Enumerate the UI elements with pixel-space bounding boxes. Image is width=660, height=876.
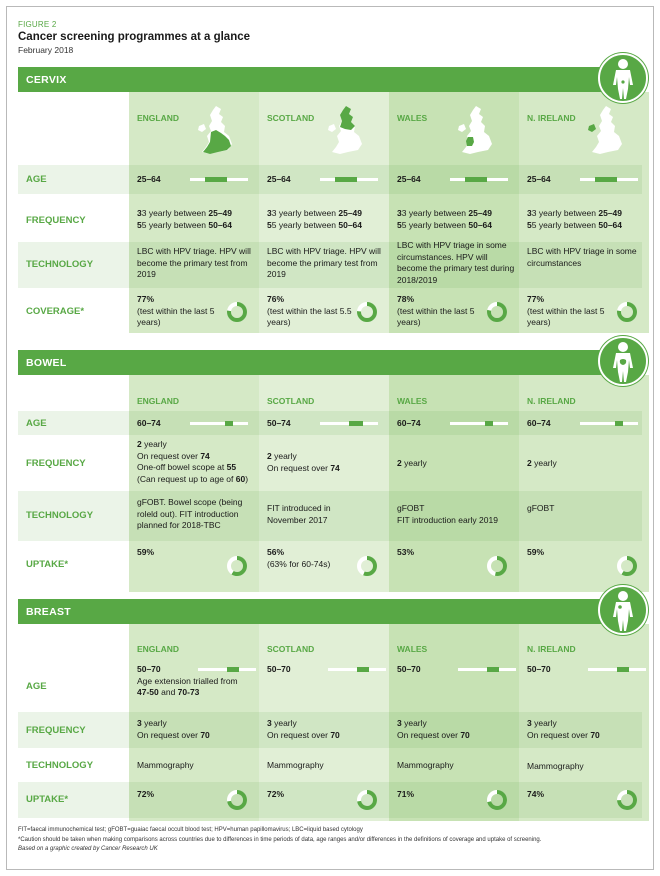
nation-label-nireland: N. IRELAND: [527, 644, 576, 654]
frequency-text: On request over: [527, 729, 591, 740]
nation-label-wales: WALES: [397, 396, 428, 406]
age-value-england: 25–64: [137, 174, 161, 184]
frequency-number: 3: [137, 718, 142, 728]
age-extension-text: Age extension trialled from: [137, 675, 238, 686]
uptake-donut-chart: [486, 555, 508, 577]
nation-label-scotland: SCOTLAND: [267, 113, 315, 123]
coverage-donut-chart: [616, 301, 638, 323]
frequency-age: 70: [200, 729, 210, 740]
technology-value-nireland: LBC with HPV triage in some circumstances: [527, 246, 637, 268]
age-extension-note: [137, 676, 241, 699]
frequency-text: yearly: [141, 439, 167, 449]
age-extension-range: 70-73: [177, 687, 200, 697]
frequency-text: 3 yearly between: [271, 208, 339, 218]
frequency-value-england: [137, 718, 259, 741]
age-range-bar: [458, 668, 516, 671]
coverage-note: (test within the last 5 years): [397, 305, 475, 327]
uk-map-scotland-icon: [324, 104, 368, 156]
age-range-fill: [487, 667, 499, 672]
age-value-wales: 60–74: [397, 418, 421, 428]
age-range-fill: [357, 667, 369, 672]
age-value-scotland: 50–70: [267, 664, 291, 674]
uk-map-wales-icon: [454, 104, 498, 156]
row-label-age: AGE: [26, 681, 47, 692]
page-title: Cancer screening programmes at a glance: [18, 31, 251, 43]
bowel-grid: [18, 375, 642, 592]
uptake-pct: 72%: [137, 789, 155, 799]
uptake-pct: 72%: [267, 789, 285, 799]
breast-grid: [18, 624, 642, 821]
frequency-value-england: 33 yearly between 25–49 55 yearly between 50–64: [137, 208, 232, 230]
frequency-age: 60: [235, 473, 246, 484]
cervix-section: [18, 67, 642, 333]
frequency-text: 3 yearly between: [141, 208, 209, 218]
technology-value-scotland: Mammography: [267, 760, 324, 770]
frequency-value-wales: [397, 458, 519, 470]
frequency-text: 5 yearly between: [271, 219, 339, 230]
bowel-technology-row: [18, 491, 642, 541]
nation-header-row: [18, 375, 642, 411]
uptake-pct: 59%: [137, 547, 155, 557]
age-value-nireland: 25–64: [527, 174, 551, 184]
cervix-grid: [18, 92, 642, 333]
nation-label-england: ENGLAND: [137, 113, 180, 123]
frequency-number: 3: [267, 718, 272, 728]
section-title-breast: BREAST: [18, 599, 642, 624]
technology-value-wales: LBC with HPV triage in some circumstances. HPV will become the primary test during 2018/2019: [397, 240, 515, 285]
frequency-text: 3 yearly between: [531, 208, 599, 218]
body-figure-breast-icon: [598, 585, 648, 635]
frequency-age: 74: [200, 450, 210, 461]
nation-label-scotland: SCOTLAND: [267, 396, 315, 406]
frequency-value-nireland: 33 yearly between 25–49 55 yearly between 50–64: [527, 208, 622, 230]
row-label-coverage: COVERAGE*: [26, 306, 85, 317]
frequency-text: On request over: [267, 729, 331, 740]
age-value-nireland: 50–70: [527, 664, 551, 674]
uptake-donut-chart: [356, 555, 378, 577]
technology-value-wales: Mammography: [397, 760, 454, 770]
frequency-age: 50–64: [598, 219, 622, 230]
frequency-text: yearly: [401, 718, 427, 728]
cervix-technology-row: [18, 242, 642, 288]
coverage-value-england: [137, 294, 217, 329]
frequency-value-scotland: [267, 451, 389, 474]
nation-label-nireland: N. IRELAND: [527, 396, 576, 406]
frequency-number: 3: [527, 718, 532, 728]
age-range-bar: [450, 422, 508, 425]
frequency-text: ): [245, 473, 249, 484]
frequency-number: 2: [397, 458, 402, 468]
bowel-frequency-row: [18, 437, 642, 489]
nation-label-scotland: SCOTLAND: [267, 644, 315, 654]
age-range-bar: [320, 178, 378, 181]
breast-technology-row: [18, 750, 642, 780]
bowel-section: [18, 350, 642, 592]
frequency-text: yearly: [531, 458, 557, 468]
cervix-coverage-row: [18, 290, 642, 333]
frequency-text: 5 yearly between: [141, 219, 209, 230]
breast-section: [18, 599, 642, 821]
frequency-text: yearly: [271, 718, 297, 728]
breast-age-row: [18, 661, 642, 711]
row-label-uptake: UPTAKE*: [26, 559, 69, 570]
row-label-technology: TECHNOLOGY: [26, 760, 94, 771]
uk-map-nireland-icon: [584, 104, 628, 156]
uptake-value-scotland: [267, 547, 352, 570]
age-range-bar: [450, 178, 508, 181]
frequency-age: 25–49: [338, 208, 362, 218]
frequency-age: 74: [330, 462, 340, 473]
frequency-number: 3: [397, 718, 402, 728]
row-label-age: AGE: [26, 174, 47, 185]
age-range-fill: [595, 177, 618, 182]
row-label-frequency: FREQUENCY: [26, 215, 86, 226]
uptake-note: (63% for 60-74s): [267, 558, 331, 569]
technology-value-england: Mammography: [137, 760, 194, 770]
frequency-number: 2: [527, 458, 532, 468]
footnote-abbreviations: FIT=faecal immunochemical test; gFOBT=guaiac faecal occult blood test; HPV=human papillomavirus; LBC=liquid based cytology: [18, 827, 363, 833]
nation-label-wales: WALES: [397, 113, 428, 123]
technology-value-england: LBC with HPV triage. HPV will become the primary test from 2019: [137, 246, 251, 279]
coverage-pct: 77%: [527, 294, 545, 304]
nation-header-row: [18, 624, 642, 660]
frequency-number: 2: [137, 439, 142, 449]
frequency-age: 70: [590, 729, 600, 740]
coverage-value-scotland: [267, 294, 352, 329]
age-range-bar: [580, 422, 638, 425]
frequency-value-scotland: [267, 718, 389, 741]
frequency-text: On request over: [137, 450, 201, 461]
age-value-england: 60–74: [137, 418, 161, 428]
frequency-text: yearly: [141, 718, 167, 728]
frequency-age: 70: [460, 729, 470, 740]
frequency-age: 25–49: [598, 208, 622, 218]
uptake-donut-chart: [226, 789, 248, 811]
frequency-age: 50–64: [208, 219, 232, 230]
age-extension-range: 47-50: [137, 687, 159, 697]
frequency-age: 50–64: [468, 219, 492, 230]
age-value-scotland: 25–64: [267, 174, 291, 184]
age-range-bar: [190, 422, 248, 425]
technology-value-wales: gFOBT FIT introduction early 2019: [397, 503, 498, 525]
coverage-donut-chart: [486, 301, 508, 323]
frequency-age: 55: [226, 462, 237, 472]
frequency-value-england: [137, 439, 259, 485]
row-label-frequency: FREQUENCY: [26, 725, 86, 736]
uptake-donut-chart: [356, 789, 378, 811]
technology-value-nireland: Mammography: [527, 761, 584, 771]
age-range-fill: [617, 667, 629, 672]
age-range-bar: [580, 178, 638, 181]
technology-value-scotland: LBC with HPV triage. HPV will become the primary test from 2019: [267, 246, 381, 279]
age-value-scotland: 50–74: [267, 418, 291, 428]
age-range-fill: [485, 421, 493, 426]
uptake-pct: 56%: [267, 547, 285, 557]
frequency-age: 50–64: [338, 219, 362, 230]
coverage-pct: 78%: [397, 294, 415, 304]
coverage-donut-chart: [356, 301, 378, 323]
frequency-text: yearly: [271, 451, 297, 461]
age-text: 50–70: [137, 664, 161, 674]
coverage-pct: 76%: [267, 294, 285, 304]
figure-number: FIGURE 2: [18, 20, 57, 29]
uptake-donut-chart: [616, 555, 638, 577]
row-label-uptake: UPTAKE*: [26, 794, 69, 805]
frequency-value-scotland: 33 yearly between 25–49 55 yearly between 50–64: [267, 208, 362, 230]
nation-header-row: [18, 92, 642, 159]
frequency-text: 3 yearly between: [401, 208, 469, 218]
technology-value-nireland: gFOBT: [527, 503, 555, 513]
uptake-pct: 53%: [397, 547, 415, 557]
coverage-pct: 77%: [137, 294, 155, 304]
figure-date: February 2018: [18, 45, 74, 55]
nation-label-england: ENGLAND: [137, 396, 180, 406]
age-range-bar: [328, 668, 386, 671]
technology-value-england: gFOBT. Bowel scope (being roleld out). FIT introduction planned for 2018-TBC: [137, 497, 243, 530]
age-range-fill: [465, 177, 488, 182]
uptake-pct: 59%: [527, 547, 545, 557]
frequency-text: On request over: [267, 462, 331, 473]
uptake-donut-chart: [226, 555, 248, 577]
frequency-text: One-off bowel scope at: [137, 462, 227, 472]
coverage-value-nireland: [527, 294, 607, 329]
cervix-age-row: [18, 165, 642, 194]
frequency-value-wales: 33 yearly between 25–49 55 yearly between 50–64: [397, 208, 492, 230]
age-range-fill: [205, 177, 228, 182]
coverage-note: (test within the last 5 years): [527, 305, 605, 327]
bowel-age-row: [18, 411, 642, 435]
frequency-text: 5 yearly between: [531, 219, 599, 230]
age-range-bar: [198, 668, 256, 671]
uptake-donut-chart: [486, 789, 508, 811]
nation-label-nireland: N. IRELAND: [527, 113, 576, 123]
coverage-value-wales: [397, 294, 477, 329]
frequency-age: 70: [330, 729, 340, 740]
section-title-bowel: BOWEL: [18, 350, 642, 375]
age-value-wales: 25–64: [397, 174, 421, 184]
body-figure-cervix-icon: [598, 53, 648, 103]
frequency-age: 25–49: [468, 208, 492, 218]
row-label-technology: TECHNOLOGY: [26, 510, 94, 521]
nation-label-england: ENGLAND: [137, 644, 180, 654]
frequency-value-wales: [397, 718, 519, 741]
uptake-pct: 74%: [527, 789, 545, 799]
footnotes: [18, 826, 638, 855]
body-figure-bowel-icon: [598, 336, 648, 386]
frequency-text: On request over: [397, 729, 461, 740]
age-value-wales: 50–70: [397, 664, 421, 674]
coverage-donut-chart: [226, 301, 248, 323]
coverage-note: (test within the last 5 years): [137, 305, 215, 327]
uk-map-england-icon: [194, 104, 238, 156]
bowel-uptake-row: [18, 543, 642, 587]
age-range-bar: [588, 668, 646, 671]
uptake-donut-chart: [616, 789, 638, 811]
breast-frequency-row: [18, 712, 642, 748]
age-range-fill: [615, 421, 623, 426]
age-range-bar: [320, 422, 378, 425]
row-label-frequency: FREQUENCY: [26, 458, 86, 469]
figure-header: [18, 20, 250, 55]
age-range-bar: [190, 178, 248, 181]
age-extension-text: and: [158, 687, 178, 697]
age-value-nireland: 60–74: [527, 418, 551, 428]
row-label-technology: TECHNOLOGY: [26, 259, 94, 270]
row-label-age: AGE: [26, 418, 47, 429]
frequency-text: On request over: [137, 729, 201, 740]
frequency-text: yearly: [531, 718, 557, 728]
age-range-fill: [335, 177, 358, 182]
age-range-fill: [225, 421, 233, 426]
frequency-age: 25–49: [208, 208, 232, 218]
frequency-text: (Can request up to age of: [137, 473, 236, 484]
section-title-cervix: CERVIX: [18, 67, 642, 92]
coverage-note: (test within the last 5.5 years): [267, 305, 352, 327]
nation-label-wales: WALES: [397, 644, 428, 654]
uptake-pct: 71%: [397, 789, 415, 799]
frequency-number: 2: [267, 451, 272, 461]
frequency-value-nireland: [527, 718, 649, 741]
age-range-fill: [227, 667, 239, 672]
frequency-text: 5 yearly between: [401, 219, 469, 230]
frequency-value-nireland: [527, 458, 649, 470]
cervix-frequency-row: [18, 200, 642, 242]
frequency-text: yearly: [401, 458, 427, 468]
footnote-caution: *Caution should be taken when making comparisons across countries due to differences in time periods of data, age ranges and/or differences in the definitions of coverage and uptake of screening.: [18, 836, 542, 843]
technology-value-scotland: FIT introduced in November 2017: [267, 503, 331, 525]
footnote-credit: Based on a graphic created by Cancer Research UK: [18, 846, 158, 852]
age-range-fill: [349, 421, 363, 426]
breast-uptake-row: [18, 782, 642, 818]
